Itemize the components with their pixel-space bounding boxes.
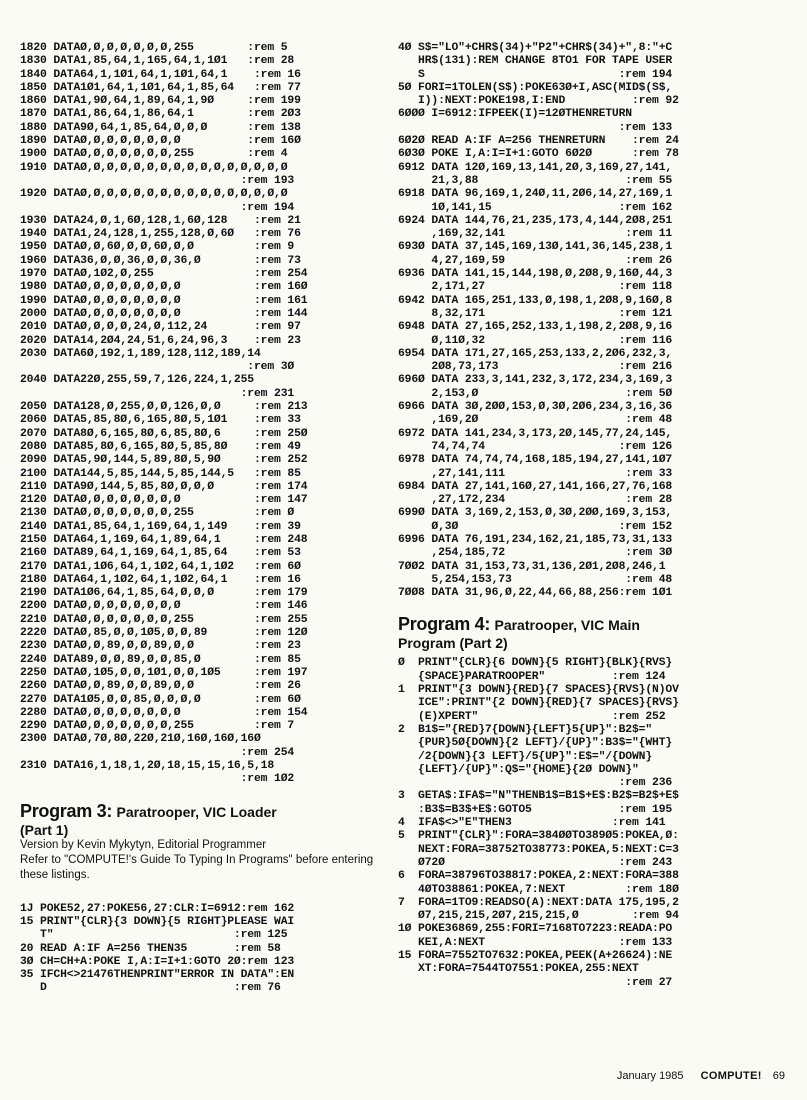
typing-note: Refer to "COMPUTE!'s Guide To Typing In Programs" before entering these listings. (20, 853, 374, 881)
code-line: 2040 DATA22Ø,255,59,7,126,224,1,255 (20, 374, 254, 387)
code-line: 4,27,169,59 :rem 26 (398, 254, 673, 267)
code-line: ICE":PRINT"{2 DOWN}{RED}{7 SPACES}{RVS} (398, 697, 679, 710)
code-line: HR$(131):REM CHANGE 8TO1 FOR TAPE USER (398, 55, 673, 68)
code-line: 4ØTO38861:POKEA,7:NEXT :rem 18Ø (398, 883, 679, 896)
program3-listing (20, 903, 380, 996)
code-line: 1900 DATAØ,Ø,Ø,Ø,Ø,Ø,Ø,255 :rem 4 (20, 148, 288, 161)
code-line: 6996 DATA 76,191,234,162,21,185,73,31,133 (398, 533, 673, 546)
code-line: 6912 DATA 12Ø,169,13,141,2Ø,3,169,27,141, (398, 161, 673, 174)
code-line: Ø,3Ø :rem 152 (398, 520, 673, 533)
data-listing-left (20, 42, 380, 787)
code-line: :rem 3Ø (20, 361, 295, 374)
code-line: 2270 DATA1Ø5,Ø,Ø,85,Ø,Ø,Ø,Ø :rem 6Ø (20, 693, 301, 706)
code-line: {PUR}5Ø{DOWN}{2 LEFT}/{UP}":B3$="{WHT} (398, 737, 673, 750)
code-line: 21,3,88 :rem 55 (398, 174, 673, 187)
code-line: 1940 DATA1,24,128,1,255,128,Ø,6Ø :rem 76 (20, 228, 301, 241)
page-number: 69 (772, 1070, 785, 1082)
code-line: :rem 194 (20, 201, 295, 214)
code-line: 2010 DATAØ,Ø,Ø,Ø,24,Ø,112,24 :rem 97 (20, 321, 301, 334)
code-line: 1970 DATAØ,1Ø2,Ø,255 :rem 254 (20, 268, 308, 281)
data-listing-right (398, 42, 788, 600)
code-line: 2200 DATAØ,Ø,Ø,Ø,Ø,Ø,Ø,Ø :rem 146 (20, 600, 308, 613)
code-line: :rem 254 (20, 746, 295, 759)
code-line: 2230 DATAØ,Ø,89,Ø,Ø,89,Ø,Ø :rem 23 (20, 640, 301, 653)
code-line: 2130 DATAØ,Ø,Ø,Ø,Ø,Ø,Ø,255 :rem Ø (20, 507, 295, 520)
code-line: 2 B1$="{RED}7{DOWN}{LEFT}5{UP}":B2$=" (398, 723, 653, 736)
code-line: I)):NEXT:POKE198,I:END :rem 92 (398, 95, 679, 108)
code-line: 2050 DATA128,Ø,255,Ø,Ø,126,Ø,Ø :rem 213 (20, 401, 308, 414)
code-line: /2{DOWN}{3 LEFT}/5{UP}":E$="/{DOWN} (398, 750, 653, 763)
code-line: 2250 DATAØ,1Ø5,Ø,Ø,1Ø1,Ø,Ø,1Ø5 :rem 197 (20, 666, 308, 679)
code-line: 6978 DATA 74,74,74,168,185,194,27,141,1Ø7 (398, 454, 673, 467)
code-line: 2140 DATA1,85,64,1,169,64,1,149 :rem 39 (20, 520, 301, 533)
code-line: (E)XPERT" :rem 252 (398, 710, 666, 723)
code-line: 1820 DATAØ,Ø,Ø,Ø,Ø,Ø,Ø,255 :rem 5 (20, 42, 288, 54)
code-line: :rem 133 (398, 121, 673, 134)
code-line: 6 FORA=38796TO38817:POKEA,2:NEXT:FORA=388 (398, 870, 679, 883)
code-line: 2080 DATA85,8Ø,6,165,8Ø,5,85,8Ø :rem 49 (20, 440, 301, 453)
code-line: 2020 DATA14,2Ø4,24,51,6,24,96,3 :rem 23 (20, 334, 301, 347)
code-line: 2150 DATA64,1,169,64,1,89,64,1 :rem 248 (20, 533, 308, 546)
code-line: 2220 DATAØ,85,Ø,Ø,1Ø5,Ø,Ø,89 :rem 12Ø (20, 627, 308, 640)
code-line: 5 PRINT"{CLR}":FORA=384ØØTO389Ø5:POKEA,Ø: (398, 830, 679, 843)
code-line: 699Ø DATA 3,169,2,153,Ø,3Ø,2ØØ,169,3,153, (398, 507, 673, 520)
code-line: :rem 27 (398, 976, 673, 989)
code-line: 6972 DATA 141,234,3,173,2Ø,145,77,24,145, (398, 427, 673, 440)
code-line: 2030 DATA6Ø,192,1,189,128,112,189,14 (20, 347, 261, 360)
code-line: 1890 DATAØ,Ø,Ø,Ø,Ø,Ø,Ø,Ø :rem 16Ø (20, 135, 301, 148)
code-line: {LEFT}/{UP}":Q$="{HOME}{2Ø DOWN}" (398, 763, 639, 776)
code-line: T" :rem 125 (20, 929, 288, 942)
code-line: D :rem 76 (20, 982, 281, 995)
code-line: 3 GETA$:IFA$="N"THENB1$=B1$+E$:B2$=B2$+E$ (398, 790, 679, 803)
code-line: 5Ø FORI=1TOLEN(S$):POKE63Ø+I,ASC(MID$(S$, (398, 81, 673, 94)
code-line: 693Ø DATA 37,145,169,13Ø,141,36,145,238,1 (398, 241, 673, 254)
code-line: 2280 DATAØ,Ø,Ø,Ø,Ø,Ø,Ø,Ø :rem 154 (20, 706, 308, 719)
code-line: 2260 DATAØ,Ø,89,Ø,Ø,89,Ø,Ø :rem 26 (20, 680, 301, 693)
code-line: 20 READ A:IF A=256 THEN35 :rem 58 (20, 942, 281, 955)
code-line: 2290 DATAØ,Ø,Ø,Ø,Ø,Ø,Ø,255 :rem 7 (20, 720, 295, 733)
program4-heading (398, 614, 788, 651)
code-line: 2,153,Ø :rem 5Ø (398, 387, 673, 400)
code-line: ,27,172,234 :rem 28 (398, 494, 673, 507)
code-line: 2160 DATA89,64,1,169,64,1,85,64 :rem 53 (20, 547, 301, 560)
code-line: 8,32,171 :rem 121 (398, 307, 673, 320)
code-line: :rem 193 (20, 174, 295, 187)
code-line: 6918 DATA 96,169,1,24Ø,11,2Ø6,14,27,169,1 (398, 188, 673, 201)
code-line: 2110 DATA9Ø,144,5,85,8Ø,Ø,Ø,Ø :rem 174 (20, 480, 308, 493)
code-line: 2060 DATA5,85,8Ø,6,165,8Ø,5,1Ø1 :rem 33 (20, 414, 301, 427)
code-line: 2Ø8,73,173 :rem 216 (398, 361, 673, 374)
code-line: 1920 DATAØ,Ø,Ø,Ø,Ø,Ø,Ø,Ø,Ø,Ø,Ø,Ø,Ø,Ø,Ø,Ø (20, 188, 288, 201)
code-line: 1850 DATA1Ø1,64,1,1Ø1,64,1,85,64 :rem 77 (20, 81, 301, 94)
code-line: 1980 DATAØ,Ø,Ø,Ø,Ø,Ø,Ø,Ø :rem 16Ø (20, 281, 308, 294)
code-line: 6924 DATA 144,76,21,235,173,4,144,2Ø8,251 (398, 214, 673, 227)
code-line: 2310 DATA16,1,18,1,2Ø,18,15,15,16,5,18 (20, 760, 275, 773)
code-line: 1930 DATA24,Ø,1,6Ø,128,1,6Ø,128 :rem 21 (20, 214, 301, 227)
code-line: 2090 DATA5,9Ø,144,5,89,8Ø,5,9Ø :rem 252 (20, 454, 308, 467)
code-line: 6954 DATA 171,27,165,253,133,2,2Ø6,232,3, (398, 347, 673, 360)
code-line: 2100 DATA144,5,85,144,5,85,144,5 :rem 85 (20, 467, 301, 480)
code-line: ,254,185,72 :rem 3Ø (398, 547, 673, 560)
code-line: Ø72Ø :rem 243 (398, 856, 673, 869)
footer-magazine: COMPUTE! (700, 1070, 762, 1082)
code-line: NEXT:FORA=38752TO38773:POKEA,5:NEXT:C=3 (398, 843, 679, 856)
page-footer (617, 1070, 785, 1082)
code-line: 15 PRINT"{CLR}{3 DOWN}{5 RIGHT}PLEASE WAI (20, 915, 295, 928)
code-line: ,27,141,111 :rem 33 (398, 467, 673, 480)
code-line: 1860 DATA1,9Ø,64,1,89,64,1,9Ø :rem 199 (20, 95, 301, 108)
code-line: 1Ø,141,15 :rem 162 (398, 201, 673, 214)
code-line: ,169,32,141 :rem 11 (398, 228, 673, 241)
code-line: 2000 DATAØ,Ø,Ø,Ø,Ø,Ø,Ø,Ø :rem 144 (20, 307, 308, 320)
program4-listing (398, 657, 788, 989)
code-line: 6ØØØ I=6912:IFPEEK(I)=12ØTHENRETURN (398, 108, 632, 121)
code-line: 2190 DATA1Ø6,64,1,85,64,Ø,Ø,Ø :rem 179 (20, 587, 308, 600)
footer-date: January 1985 (616, 1070, 684, 1082)
code-line: 1950 DATAØ,Ø,6Ø,Ø,Ø,6Ø,Ø,Ø :rem 9 (20, 241, 295, 254)
code-line: 2300 DATAØ,7Ø,8Ø,22Ø,21Ø,16Ø,16Ø,16Ø (20, 733, 261, 746)
code-line: 6948 DATA 27,165,252,133,1,198,2,2Ø8,9,16 (398, 321, 673, 334)
code-line: 2,171,27 :rem 118 (398, 281, 673, 294)
code-line: 35 IFCH<>21476THENPRINT"ERROR IN DATA":EN (20, 969, 295, 982)
code-line: 7ØØ2 DATA 31,153,73,31,136,2Ø1,2Ø8,246,1 (398, 560, 666, 573)
code-line: 3Ø CH=CH+A:POKE I,A:I=I+1:GOTO 2Ø:rem 123 (20, 955, 295, 968)
code-line: 1910 DATAØ,Ø,Ø,Ø,Ø,Ø,Ø,Ø,Ø,Ø,Ø,Ø,Ø,Ø,Ø,Ø (20, 161, 288, 174)
code-line: 74,74,74 :rem 126 (398, 440, 673, 453)
right-column (398, 42, 788, 990)
code-line: 6936 DATA 141,15,144,198,Ø,2Ø8,9,16Ø,44,3 (398, 268, 673, 281)
code-line: Ø,11Ø,32 :rem 116 (398, 334, 673, 347)
program3-byline: Version by Kevin Mykytyn, Editorial Programmer (20, 838, 267, 851)
code-line: 2120 DATAØ,Ø,Ø,Ø,Ø,Ø,Ø,Ø :rem 147 (20, 494, 308, 507)
code-line: 6Ø2Ø READ A:IF A=256 THENRETURN :rem 24 (398, 135, 679, 148)
code-line: 1Ø POKE36869,255:FORI=7168TO7223:READA:PO (398, 923, 673, 936)
program4-title-line2: Program (Part 2) (398, 635, 508, 652)
code-line: :rem 231 (20, 387, 295, 400)
code-line: {SPACE}PARATROOPER" :rem 124 (398, 670, 666, 683)
program4-title-prefix: Program 4: (398, 614, 491, 635)
code-line: 6942 DATA 165,251,133,Ø,198,1,2Ø8,9,16Ø,8 (398, 294, 673, 307)
code-line: 6984 DATA 27,141,16Ø,27,141,166,27,76,168 (398, 480, 673, 493)
code-line: S :rem 194 (398, 68, 673, 81)
code-line: 6966 DATA 3Ø,2ØØ,153,Ø,3Ø,2Ø6,234,3,16,36 (398, 401, 673, 414)
code-line: 2170 DATA1,1Ø6,64,1,1Ø2,64,1,1Ø2 :rem 6Ø (20, 560, 301, 573)
code-line: :rem 1Ø2 (20, 773, 295, 786)
code-line: 696Ø DATA 233,3,141,232,3,172,234,3,169,3 (398, 374, 673, 387)
code-line: 1870 DATA1,86,64,1,86,64,1 :rem 2Ø3 (20, 108, 301, 121)
code-line: KEI,A:NEXT :rem 133 (398, 936, 673, 949)
code-line: 6Ø3Ø POKE I,A:I=I+1:GOTO 6Ø2Ø :rem 78 (398, 148, 679, 161)
code-line: ,169,2Ø :rem 48 (398, 414, 673, 427)
code-line: 1880 DATA9Ø,64,1,85,64,Ø,Ø,Ø :rem 138 (20, 121, 301, 134)
code-line: :B3$=B3$+E$:GOTO5 :rem 195 (398, 803, 673, 816)
code-line: :rem 236 (398, 777, 673, 790)
code-line: 2180 DATA64,1,1Ø2,64,1,1Ø2,64,1 :rem 16 (20, 573, 301, 586)
code-line: 5,254,153,73 :rem 48 (398, 573, 673, 586)
program3-title-prefix: Program 3: (20, 800, 113, 821)
program3-part: (Part 1) (20, 821, 69, 838)
code-line: 15 FORA=7552TO7632:POKEA,PEEK(A+26624):NE (398, 950, 673, 962)
code-line: 1J POKE52,27:POKE56,27:CLR:I=6912:rem 162 (20, 902, 295, 915)
program3-title: Paratrooper, VIC Loader (116, 803, 277, 820)
code-line: 1960 DATA36,Ø,Ø,36,Ø,Ø,36,Ø :rem 73 (20, 254, 301, 267)
code-line: 2210 DATAØ,Ø,Ø,Ø,Ø,Ø,Ø,255 :rem 255 (20, 613, 308, 626)
code-line: 1830 DATA1,85,64,1,165,64,1,1Ø1 :rem 28 (20, 55, 295, 68)
code-line: 7 FORA=1TO9:READSO(A):NEXT:DATA 175,195,2 (398, 896, 679, 909)
left-column (20, 42, 380, 996)
code-line: Ø7,215,215,2Ø7,215,215,Ø :rem 94 (398, 910, 679, 923)
code-line: 2240 DATA89,Ø,Ø,89,Ø,Ø,85,Ø :rem 85 (20, 653, 301, 666)
code-line: Ø PRINT"{CLR}{6 DOWN}{5 RIGHT}{BLK}{RVS} (398, 657, 673, 670)
code-line: 4Ø S$="LO"+CHR$(34)+"P2"+CHR$(34)+",8:"+C (398, 42, 673, 54)
code-line: XT:FORA=7544TO7551:POKEA,255:NEXT (398, 963, 639, 976)
program3-heading (20, 801, 380, 883)
program4-title: Paratrooper, VIC Main (494, 617, 640, 634)
code-line: 1990 DATAØ,Ø,Ø,Ø,Ø,Ø,Ø,Ø :rem 161 (20, 294, 308, 307)
code-line: 2070 DATA8Ø,6,165,8Ø,6,85,8Ø,6 :rem 25Ø (20, 427, 308, 440)
code-line: 1840 DATA64,1,1Ø1,64,1,1Ø1,64,1 :rem 16 (20, 68, 301, 81)
code-line: 7ØØ8 DATA 31,96,Ø,22,44,66,88,256:rem 1Ø1 (398, 587, 673, 600)
code-line: 1 PRINT"{3 DOWN}{RED}{7 SPACES}{RVS}(N)OV (398, 684, 679, 697)
code-line: 4 IFA$<>"E"THEN3 :rem 141 (398, 817, 666, 830)
